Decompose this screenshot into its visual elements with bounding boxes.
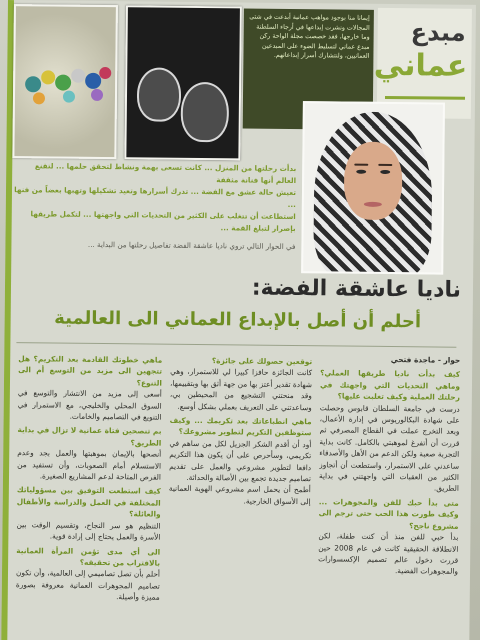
lips [364,202,382,207]
paragraph: كانت الجائزة حافزا كبيرا لي للاستمرار، وهي شهادة تقدير أعتز بها من جهة أثق بها وبتقييمها، وقد منحتني التشجيع من المحيطين بي، وساعدتني على التعريف بعملي بشكل أوسع. [169,367,313,412]
bracelet-photo-icon [12,4,118,159]
eye [356,170,366,174]
earring-right [181,82,230,142]
portrait-photo-icon [301,101,445,274]
interview-question: كيف استطعت التوفيق بين مسؤولياتك المختلفة في العمل والدراسة والأطفال والعائلة؟ [16,485,161,519]
byline: حوار - ماجدة فتحي [390,355,461,365]
caption-note: في الحوار التالي تروي ناديا عاشقة الفضة تفاصيل رحلتها من البداية ... [87,239,296,252]
article-subheadline: أحلم أن أصل بالإبداع العماني الى العالمية [54,307,422,333]
interview-question: توقعين حصولك على جائزة؟ [211,356,313,367]
caption-line: استطاعت أن تتغلب على الكثير من التحديات التي واجهتها ... لتكمل طريقها بإصرار لتبلغ القمة ... [30,209,296,234]
paragraph: درست في جامعة السلطان قابوس وحصلت على شهادة البكالوريوس في إدارة الأعمال، وبعد التخرج عملت في القطاع المصرفي ثم قررت أن أتفرغ لموهبتي بالكامل. كانت بداية التجربة صعبة ولكن الدعم من الأهل والأصدقاء ساعدني على الاستمرار، واستطعت أن أتجاوز الكثير من العقبات التي واجهتني في بداية الطريق. [318,402,460,494]
article-column-2 [167,352,312,640]
paragraph: أطمح أن يحمل اسم مشروعي الهوية العمانية إلى الأسواق الخارجية. [168,484,311,507]
paragraph: بدأ حبي للفن منذ أن كنت طفلة، لكن الانطلاقة الحقيقية كانت في عام 2008 حين قررت دخول عالم تصميم الإكسسوارات والمجوهرات الفضية. [318,531,459,577]
interview-question: ماهي انطباعاتك بعد تكريمك ... وكيف ستوظفين التكريم لتطوير مشروعك؟ [169,415,312,438]
eye [380,170,390,174]
magazine-page [1,0,476,640]
brow [354,164,368,166]
section-title-line2: عماني [373,47,468,84]
earring-left [137,67,182,121]
intro-caption [13,160,296,253]
bead [91,89,103,101]
interview-question: متى بدأ حبك للفن والمجوهرات ... وكيف طورت هذا الحب حتى ترجم الى مشروع ناجح؟ [318,497,459,531]
face [344,142,403,221]
article-column-1 [317,353,460,640]
interview-question: بم تنصحين فتاة عمانية لا تزال في بداية الطريق؟ [17,425,162,448]
bead [71,69,85,83]
interview-question: ماهي خطوتك القادمة بعد التكريم؟ هل تتجهين الى مزيد من التوسع أم الى التنوع؟ [18,354,163,388]
caption-line: بدأت رحلتها من المنزل ... كانت تسعى بهمة ونشاط لتحقق حلمها ... لتقنع العالم أنها فنانة مثقفة [34,161,297,186]
interview-question: الى أي مدى تؤمن المرأة العمانية بالاقتراب من تحقيقه؟ [16,545,161,568]
paragraph: أحلم بأن تصل تصاميمي إلى العالمية، وأن تكون تصاميم المجوهرات العمانية معروفة بصورة مميزة وأصيلة. [15,568,161,602]
bead [33,92,45,104]
paragraph: التنظيم هو سر النجاح، وتقسيم الوقت بين الأسرة والعمل يحتاج إلى إرادة قوية. [16,519,161,542]
bead [63,91,75,103]
headline-rule [16,342,456,348]
paragraph: أنصحها بالإيمان بموهبتها والعمل بجد وعدم الاستسلام أمام الصعوبات، وأن تستفيد من الفرص المتاحة لدعم المشاريع الصغيرة. [17,448,162,482]
interview-question: كيف بدأت ناديا طريقها العملي؟ وماهي التحديات التي واجهتك في رحلتك العملية وكيف تغلبت عليها؟ [319,368,461,402]
paragraph: أود أن أقدم الشكر الجزيل لكل من ساهم في تكريمي، وسأحرص على أن يكون هذا التكريم دافعا لتطوير مشروعي والعمل على تقديم تصاميم جديدة تجمع بين الأصالة والحداثة. [169,438,312,484]
section-title-line1: مبدع [410,18,466,47]
article-headline: ناديا عاشقة الفضة: [251,275,462,303]
bead [25,76,41,92]
bead [55,74,71,90]
silver-earrings-photo-icon [124,5,242,160]
bead [41,70,55,84]
bead [99,67,111,79]
caption-line: تعيش حالة عشق مع الفضة ... تدرك أسرارها وتعيد تشكيلها وتهبها بعضاً من فنها ... [14,185,297,210]
intro-box: إيمانا منا بوجود مواهب عمانية أبدعت في شتى المجالات ونشرت إبداعها في أرجاء السلطنة وما خارجها، فقد خصصت مجلة الواحة ركن مبدع عماني لتسليط الضوء على المبدعين العمانيين، ولنتشارك أسرار إبداعاتهم. [243,8,374,129]
title-rule [385,96,465,100]
brow [378,164,392,166]
article-column-3 [15,350,162,640]
paragraph: أسعى إلى مزيد من الانتشار والتوسع في السوق المحلي والخليجي، مع الاستمرار في التنويع في التصاميم والخامات. [17,388,162,422]
